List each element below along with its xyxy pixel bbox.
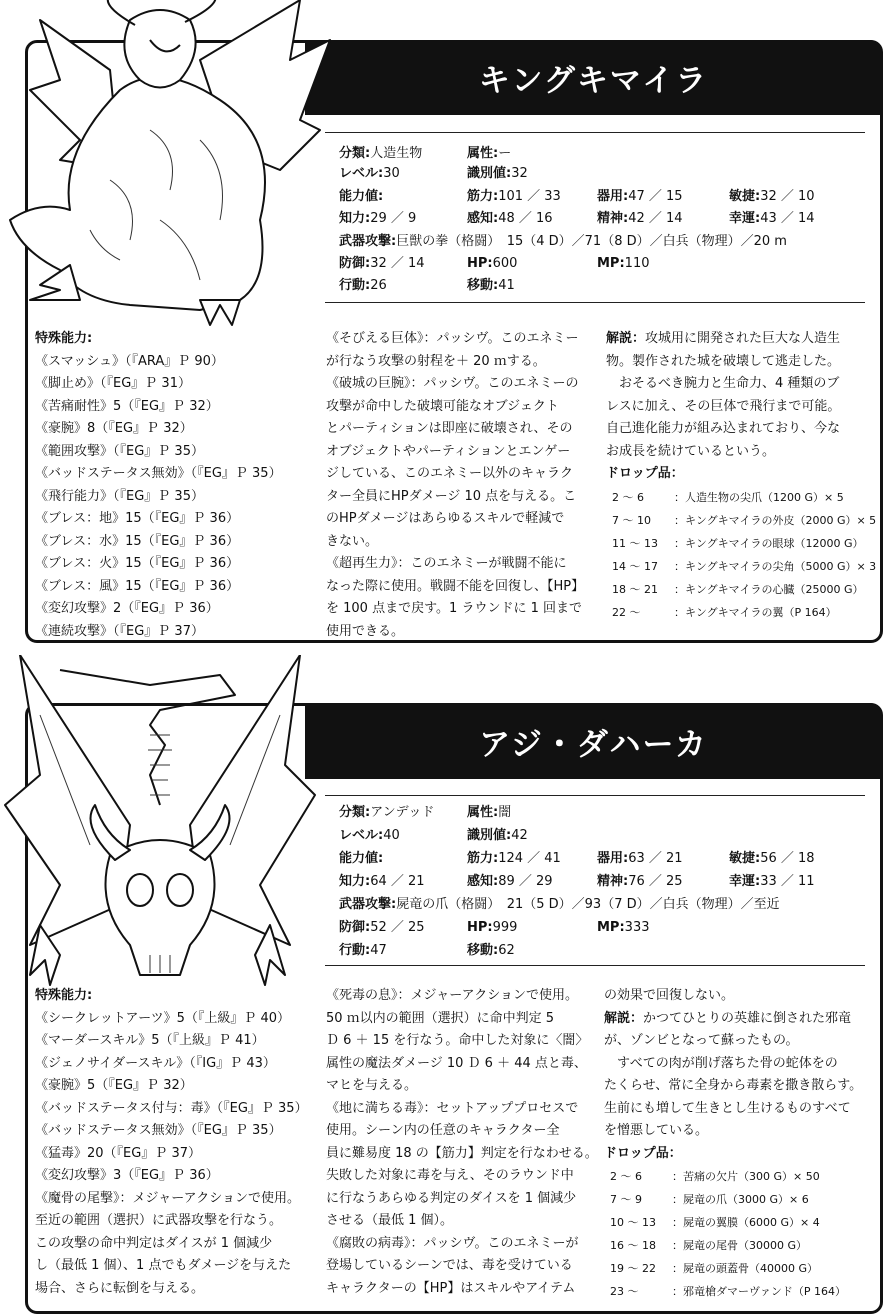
str-label: 筋力: [467,851,499,866]
luk-value: 33 ／ 11 [760,874,815,889]
description-line: かつてひとりの英雄に倒された邪竜 [643,1010,852,1026]
ability-item: 《変幻攻撃》3（『EG』Ｐ 36） [35,1168,219,1183]
ability-item: 《バッドステータス付与：毒》（『EG』Ｐ 35） [35,1100,308,1116]
ability-item: 至近の範囲（選択）に武器攻撃を行なう。 [35,1213,283,1228]
agi-value: 32 ／ 10 [760,189,815,204]
drop-row [604,1188,868,1211]
per-label: 感知: [467,211,499,226]
drop-item: ：屍竜の頭蓋骨（40000 G） [672,1262,819,1275]
text-line: 使用できる。 [326,623,405,639]
ability-item: 《バッドステータス無効》（『EG』Ｐ 35） [35,466,282,481]
attribute-label: 属性: [467,805,499,820]
weapon-value: 巨獣の拳（格闘） 15（4 D）／71（8 D）／白兵（物理）／20 m [396,234,787,249]
category-value: 人造生物 [370,146,423,161]
drop-item: ：人造生物の尖爪（1200 G）× 5 [674,490,844,504]
drop-table [604,1165,868,1303]
dex-value: 47 ／ 15 [628,189,683,204]
weapon-label: 武器攻撃: [339,897,397,912]
description-line: 攻城用に開発された巨大な人造生 [645,331,841,346]
agi-label: 敏捷: [729,189,761,204]
level-label: レベル: [339,166,384,181]
drop-roll: 14 〜 17 [612,559,658,573]
text-line: 50 ｍ以内の範囲（選択）に命中判定 5 [326,1010,555,1026]
ability-item: この攻撃の命中判定はダイスが 1 個減少 [35,1235,273,1251]
drops-heading: ドロップ品： [606,466,684,481]
dex-label: 器用: [597,189,629,204]
ability-item: 《スマッシュ》（『ARA』Ｐ 90） [35,353,224,369]
text-line: オブジェクトやパーティションとエンゲー [326,443,571,459]
drop-row [606,509,877,532]
text-line: キャラクターの【HP】はスキルやアイテム [326,1280,576,1296]
spi-label: 精神: [597,211,629,226]
drop-roll: 2 〜 6 [612,490,644,504]
stats-top-rule [325,132,865,133]
int-value: 64 ／ 21 [370,874,425,889]
drop-row [604,1165,868,1188]
description-line: 生前にも増して生きとし生けるものすべて [604,1100,851,1116]
description-line: の効果で回復しない。 [604,988,735,1003]
drop-item: ：屍竜の爪（3000 G）× 6 [672,1193,809,1206]
abilities-heading: 特殊能力: [35,988,93,1003]
move-value: 41 [498,278,515,293]
drop-item: ：キングキマイラの尖角（5000 G）× 3 [674,559,877,573]
description-line: すべての肉が削げ落ちた骨の蛇体をの [617,1055,838,1071]
mp-value: 333 [624,920,650,935]
drop-item: ：キングキマイラの外皮（2000 G）× 5 [674,513,877,527]
drop-row [606,532,868,555]
monster-name-banner [305,703,882,779]
luk-value: 43 ／ 14 [760,211,815,226]
ability-item: 《連続攻撃》（『EG』Ｐ 37） [35,623,204,639]
azi-dahaka-illustration [0,655,320,1000]
move-label: 移動: [467,943,499,958]
description-line: レスに加え、その巨体で飛行まで可能。 [606,398,841,414]
ability-item: 《苦痛耐性》5（『EG』Ｐ 32） [35,398,219,414]
spi-label: 精神: [597,874,629,889]
description-line: を憎悪している。 [604,1123,709,1138]
act-value: 26 [370,278,387,293]
drop-roll: 18 〜 21 [612,582,658,596]
text-line: 員に難易度 18 の【筋力】判定を行なわせる。 [326,1145,598,1161]
act-label: 行動: [339,943,371,958]
drop-item: ：キングキマイラの心臓（25000 G） [674,582,864,596]
mp-label: MP: [597,920,625,935]
hp-label: HP: [467,920,493,935]
text-line: ジしている、このエネミー以外のキャラク [326,466,574,481]
ability-item: 場合、さらに転倒を与える。 [35,1280,205,1296]
ability-label: 能力値: [339,189,384,204]
hp-value: 999 [492,920,518,935]
text-line: 《破城の巨腕》：パッシヴ。このエネミーの [326,376,579,391]
drop-item: ：屍竜の尾骨（30000 G） [672,1239,808,1252]
mp-value: 110 [624,256,650,271]
drop-row [604,1257,868,1280]
skill-details-column [326,328,596,643]
drop-roll: 19 〜 22 [610,1262,656,1275]
attribute-value: ー [498,146,512,161]
drop-table [606,486,877,624]
level-label: レベル: [339,828,384,843]
text-line: 失敗した対象に毒を与え、そのラウンド中 [326,1168,574,1183]
stats-block [339,144,869,294]
level-value: 30 [383,166,400,181]
text-line: なった際に使用。戦闘不能を回復し、【HP】 [326,578,585,594]
identify-value: 32 [511,166,528,181]
per-label: 感知: [467,874,499,889]
int-label: 知力: [339,211,371,226]
agi-label: 敏捷: [729,851,761,866]
text-line: ター全員にHPダメージ 10 点を与える。こ [326,488,577,504]
text-line: きない。 [326,533,379,549]
per-value: 89 ／ 29 [498,874,553,889]
drop-roll: 23 〜 [610,1285,639,1298]
int-label: 知力: [339,874,371,889]
drop-row [606,486,868,509]
dex-label: 器用: [597,851,629,866]
description-column [606,328,877,624]
drop-roll: 22 〜 [612,605,641,619]
text-line: 《超再生力》：このエネミーが戦闘不能に [326,556,567,571]
int-value: 29 ／ 9 [370,211,417,226]
def-value: 52 ／ 25 [370,920,425,935]
luk-label: 幸運: [729,874,761,889]
ability-item: 《猛毒》20（『EG』Ｐ 37） [35,1145,202,1161]
drops-heading: ドロップ品： [604,1145,682,1161]
stats-bottom-rule [325,965,865,966]
move-label: 移動: [467,278,499,293]
monster-entry-azi-dahaka [0,655,894,1315]
monster-entry-king-chimera [0,0,894,645]
king-chimera-illustration [0,0,340,330]
description-line: おそるべき腕力と生命力、4 種類のブ [619,376,840,391]
ability-item: 《範囲攻撃》（『EG』Ｐ 35） [35,443,204,459]
description-line: 自己進化能力が組み込まれており、今な [606,421,841,436]
str-value: 101 ／ 33 [498,189,561,204]
spi-value: 42 ／ 14 [628,211,683,226]
stats-block [339,803,869,958]
text-line: のHPダメージはあらゆるスキルで軽減で [326,511,565,526]
identify-label: 識別値: [467,166,512,181]
drop-item: ：邪竜槍ダマーヴァンド（P 164） [672,1285,847,1298]
text-line: とパーティションは即座に破壊され、その [326,421,573,436]
ability-item: 《マーダースキル》5（『上級』Ｐ 41） [35,1033,265,1048]
ability-label: 能力値: [339,851,384,866]
monster-name: キングキマイラ [478,63,709,99]
text-line: 《地に満ちる毒》：セットアッププロセスで [326,1100,579,1116]
drop-row [604,1234,868,1257]
identify-value: 42 [511,828,528,843]
drop-item: ：キングキマイラの翼（P 164） [674,605,837,619]
drop-row [606,601,868,624]
drop-row [604,1280,868,1303]
text-line: 使用。シーン内の任意のキャラクター全 [326,1123,560,1138]
ability-item: 《ブレス：地》15（『EG』Ｐ 36） [35,511,240,526]
text-line: を 100 点まで戻す。1 ラウンドに 1 回まで [326,601,582,616]
mp-label: MP: [597,256,625,271]
text-line: が行なう攻撃の射程を＋ 20 ｍする。 [326,353,546,369]
ability-item: 《変幻攻撃》2（『EG』Ｐ 36） [35,601,219,616]
text-line: させる（最低 1 個）。 [326,1213,454,1228]
ability-item: 《バッドステータス無効》（『EG』Ｐ 35） [35,1123,282,1138]
luk-label: 幸運: [729,211,761,226]
text-line: に行なうあらゆる判定のダイスを 1 個減少 [326,1190,577,1206]
ability-item: 《豪腕》5（『EG』Ｐ 32） [35,1078,193,1093]
attribute-label: 属性: [467,146,499,161]
spi-value: 76 ／ 25 [628,874,683,889]
def-label: 防御: [339,920,371,935]
description-line: 物。製作された城を破壊して逃走した。 [606,353,841,369]
special-abilities-column [35,328,320,643]
ability-item: 《飛行能力》（『EG』Ｐ 35） [35,488,204,504]
def-value: 32 ／ 14 [370,256,425,271]
drop-roll: 11 〜 13 [612,536,658,550]
drop-roll: 2 〜 6 [610,1170,642,1183]
attribute-value: 闇 [498,805,512,820]
text-line: 登場しているシーンでは、毒を受けている [326,1258,573,1273]
drop-roll: 7 〜 9 [610,1193,642,1206]
ability-item: 《ブレス：火》15（『EG』Ｐ 36） [35,556,240,571]
act-label: 行動: [339,278,371,293]
drop-roll: 7 〜 10 [612,513,651,527]
dex-value: 63 ／ 21 [628,851,683,866]
act-value: 47 [370,943,387,958]
text-line: Ｄ 6 ＋ 15 を行なう。命中した対象に〈闇〉 [326,1033,589,1048]
category-label: 分類: [339,146,371,161]
skill-details-column [326,985,596,1300]
def-label: 防御: [339,256,371,271]
drop-item: ：屍竜の翼膜（6000 G）× 4 [672,1216,820,1229]
stats-bottom-rule [325,302,865,303]
move-value: 62 [498,943,515,958]
monster-name-banner [305,40,882,115]
agi-value: 56 ／ 18 [760,851,815,866]
ability-item: 《脚止め》（『EG』Ｐ 31） [35,376,191,391]
text-line: 《そびえる巨体》：パッシヴ。このエネミー [326,331,579,346]
description-line: が、ゾンビとなって蘇ったもの。 [604,1033,799,1048]
drop-row [606,555,877,578]
description-line: お成長を続けているという。 [606,443,776,459]
drop-roll: 10 〜 13 [610,1216,656,1229]
stats-top-rule [325,795,865,796]
drop-row [604,1211,868,1234]
per-value: 48 ／ 16 [498,211,553,226]
weapon-label: 武器攻撃: [339,234,397,249]
text-line: 攻撃が命中した破壊可能なオブジェクト [326,398,559,414]
ability-item: 《豪腕》8（『EG』Ｐ 32） [35,421,193,436]
drop-row [606,578,868,601]
monster-name: アジ・ダハーカ [479,726,708,763]
text-line: 属性の魔法ダメージ 10 Ｄ 6 ＋ 44 点と毒、 [326,1055,587,1071]
hp-value: 600 [492,256,518,271]
weapon-value: 屍竜の爪（格闘） 21（5 D）／93（7 D）／白兵（物理）／至近 [396,897,780,912]
description-label: 解説： [604,1010,644,1026]
str-value: 124 ／ 41 [498,851,561,866]
ability-item: 《シークレットアーツ》5（『上級』Ｐ 40） [35,1010,291,1026]
identify-label: 識別値: [467,828,512,843]
drop-roll: 16 〜 18 [610,1239,656,1252]
level-value: 40 [383,828,400,843]
hp-label: HP: [467,256,493,271]
drop-item: ：キングキマイラの眼球（12000 G） [674,536,864,550]
category-label: 分類: [339,805,371,820]
ability-item: 《魔骨の尾撃》：メジャーアクションで使用。 [35,1190,300,1206]
ability-item: 《ジェノサイダースキル》（『IG』Ｐ 43） [35,1055,276,1071]
special-abilities-column [35,985,320,1300]
abilities-heading: 特殊能力: [35,331,93,346]
ability-item: し（最低 1 個）、1 点でもダメージを与えた [35,1258,292,1273]
drop-item: ：苦痛の欠片（300 G）× 50 [672,1170,820,1183]
description-line: たくらせ、常に全身から毒素を撒き散らす。 [604,1078,863,1093]
description-label: 解説： [606,331,646,346]
text-line: 《腐敗の病毒》：パッシヴ。このエネミーが [326,1235,579,1251]
text-line: マヒを与える。 [326,1078,418,1093]
ability-item: 《ブレス：風》15（『EG』Ｐ 36） [35,578,240,594]
ability-item: 《ブレス：水》15（『EG』Ｐ 36） [35,533,240,549]
str-label: 筋力: [467,189,499,204]
category-value: アンデッド [370,805,435,820]
text-line: 《死毒の息》：メジャーアクションで使用。 [326,988,578,1003]
description-column [604,985,868,1303]
